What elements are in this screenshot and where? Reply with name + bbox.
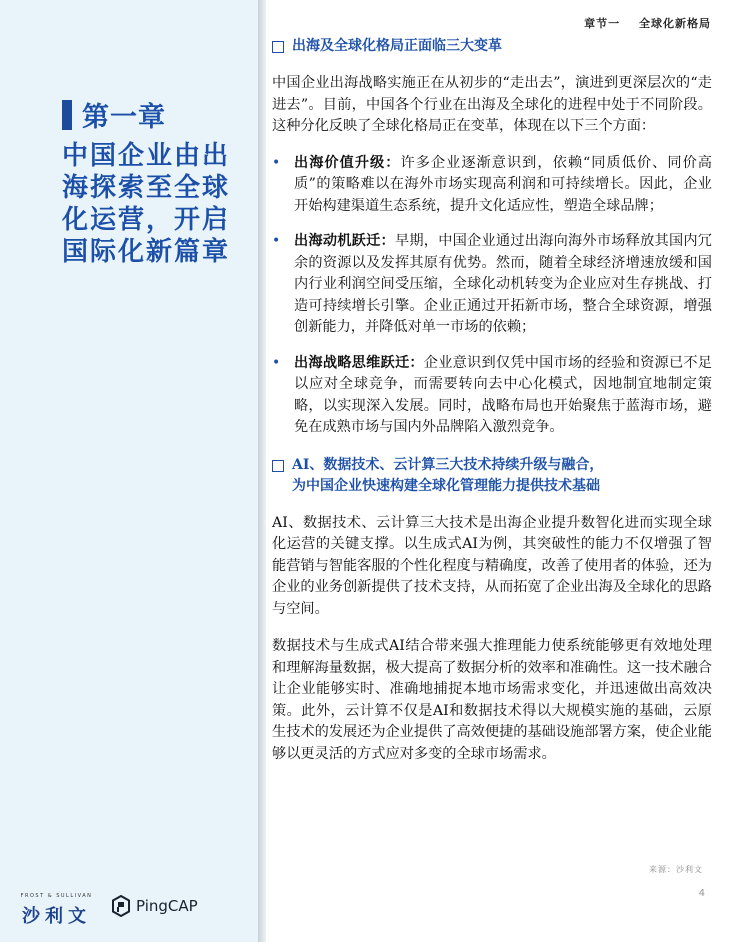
tech-paragraph-2: 数据技术与生成式AI结合带来强大推理能力使系统能够更有效地处理和理解海量数据，极大提高了数据分析的效率和准确性。这一技术融合让企业能够实时、准确地捕捉本地市场需求变化，并迅速做出高效决策。此外，云计算不仅是AI和数据技术得以大规模实施的基础，云原生技术的发展还为企业提供了高效便捷的基础设施部署方案，使企业能够以更灵活的方式应对多变的全球市场需求。 xyxy=(272,638,712,762)
intro-paragraph: 中国企业出海战略实施正在从初步的“走出去”，演进到更深层次的“走进去”。目前，中国各个行业在出海及全球化的进程中处于不同阶段。这种分化反映了全球化格局正在变革，体现在以下三个方面： xyxy=(272,75,712,134)
bullet-dot-icon: • xyxy=(272,233,281,249)
bullet-term: 出海价值升级： xyxy=(294,154,401,171)
pingcap-logo-icon xyxy=(112,895,130,917)
checkbox-icon xyxy=(272,460,284,472)
bullet-text: 早期，中国企业通过出海向海外市场释放其国内冗余的资源以及发挥其原有优势。然而，随着全球经济增速放缓和国内行业利润空间受压缩，全球化动机转变为企业应对生存挑战、打造可持续增长引擎。企业正通过开拓新市场，整合全球资源，增强创新能力，并降低对单一市场的依赖； xyxy=(294,233,712,335)
bullet-body xyxy=(294,231,712,339)
bullet-text: 许多企业逐渐意识到，依赖“同质低价、同价高质”的策略难以在海外市场实现高利润和可持续增长。因此，企业开始构建渠道生态系统，提升文化适应性，塑造全球品牌； xyxy=(294,154,712,214)
bullet-item xyxy=(272,353,712,439)
section-heading-2 xyxy=(272,455,712,497)
frost-sullivan-logo-chinese: 沙利文 xyxy=(22,906,91,927)
bullet-body xyxy=(294,153,712,218)
page-header xyxy=(584,15,711,31)
source-note: 来源：沙利文 xyxy=(649,865,703,874)
sidebar-shadow-edge xyxy=(258,0,266,942)
frost-sullivan-logo-text: FROST & SULLIVAN xyxy=(20,893,93,899)
bullet-text: 企业意识到仅凭中国市场的经验和资源已不足以应对全球竞争，而需要转向去中心化模式，因地制宜地制定策略，以实现深入发展。同时，战略布局也开始聚焦于蓝海市场，避免在成熟市场与国内外品牌陷入激烈竞争。 xyxy=(294,354,712,435)
main-content xyxy=(272,36,712,765)
bullet-item xyxy=(272,231,712,339)
section-heading-2-text xyxy=(292,455,603,497)
section-heading-1-text: 出海及全球化格局正面临三大变革 xyxy=(292,38,502,54)
pingcap-logo-text: PingCAP xyxy=(136,897,198,915)
chapter-title: 中国企业由出海探索至全球化运营，开启国际化新篇章 xyxy=(62,141,231,267)
bullet-dot-icon: • xyxy=(272,154,281,171)
header-section: 全球化新格局 xyxy=(639,17,711,30)
bullet-term: 出海动机跃迁： xyxy=(294,233,395,249)
bullet-item xyxy=(272,153,712,218)
bullet-body xyxy=(294,353,712,439)
chapter-label xyxy=(62,95,166,134)
pingcap-logo xyxy=(112,895,198,917)
section-heading-2-line-2: 为中国企业快速构建全球化管理能力提供技术基础 xyxy=(292,477,600,494)
section-heading-1 xyxy=(272,36,712,57)
frost-sullivan-logo xyxy=(14,893,99,928)
page-number: 4 xyxy=(698,888,705,899)
chapter-marker-bar xyxy=(62,100,72,130)
section-heading-2-line-1: AI、数据技术、云计算三大技术持续升级与融合， xyxy=(292,456,604,473)
chapter-sidebar xyxy=(0,0,258,942)
bullet-term: 出海战略思维跃迁： xyxy=(294,354,424,371)
header-chapter: 章节一 xyxy=(584,17,621,30)
chapter-label-text: 第一章 xyxy=(82,102,166,133)
bullet-dot-icon: • xyxy=(272,354,281,371)
tech-paragraph-1: AI、数据技术、云计算三大技术是出海企业提升数智化进而实现全球化运营的关键支撑。以生成式AI为例，其突破性的能力不仅增强了智能营销与智能客服的个性化程度与精确度，改善了使用者的体验，还为企业的业务创新提供了技术支持，从而拓宽了企业出海及全球化的思路与空间。 xyxy=(272,514,712,617)
checkbox-icon xyxy=(272,41,284,53)
